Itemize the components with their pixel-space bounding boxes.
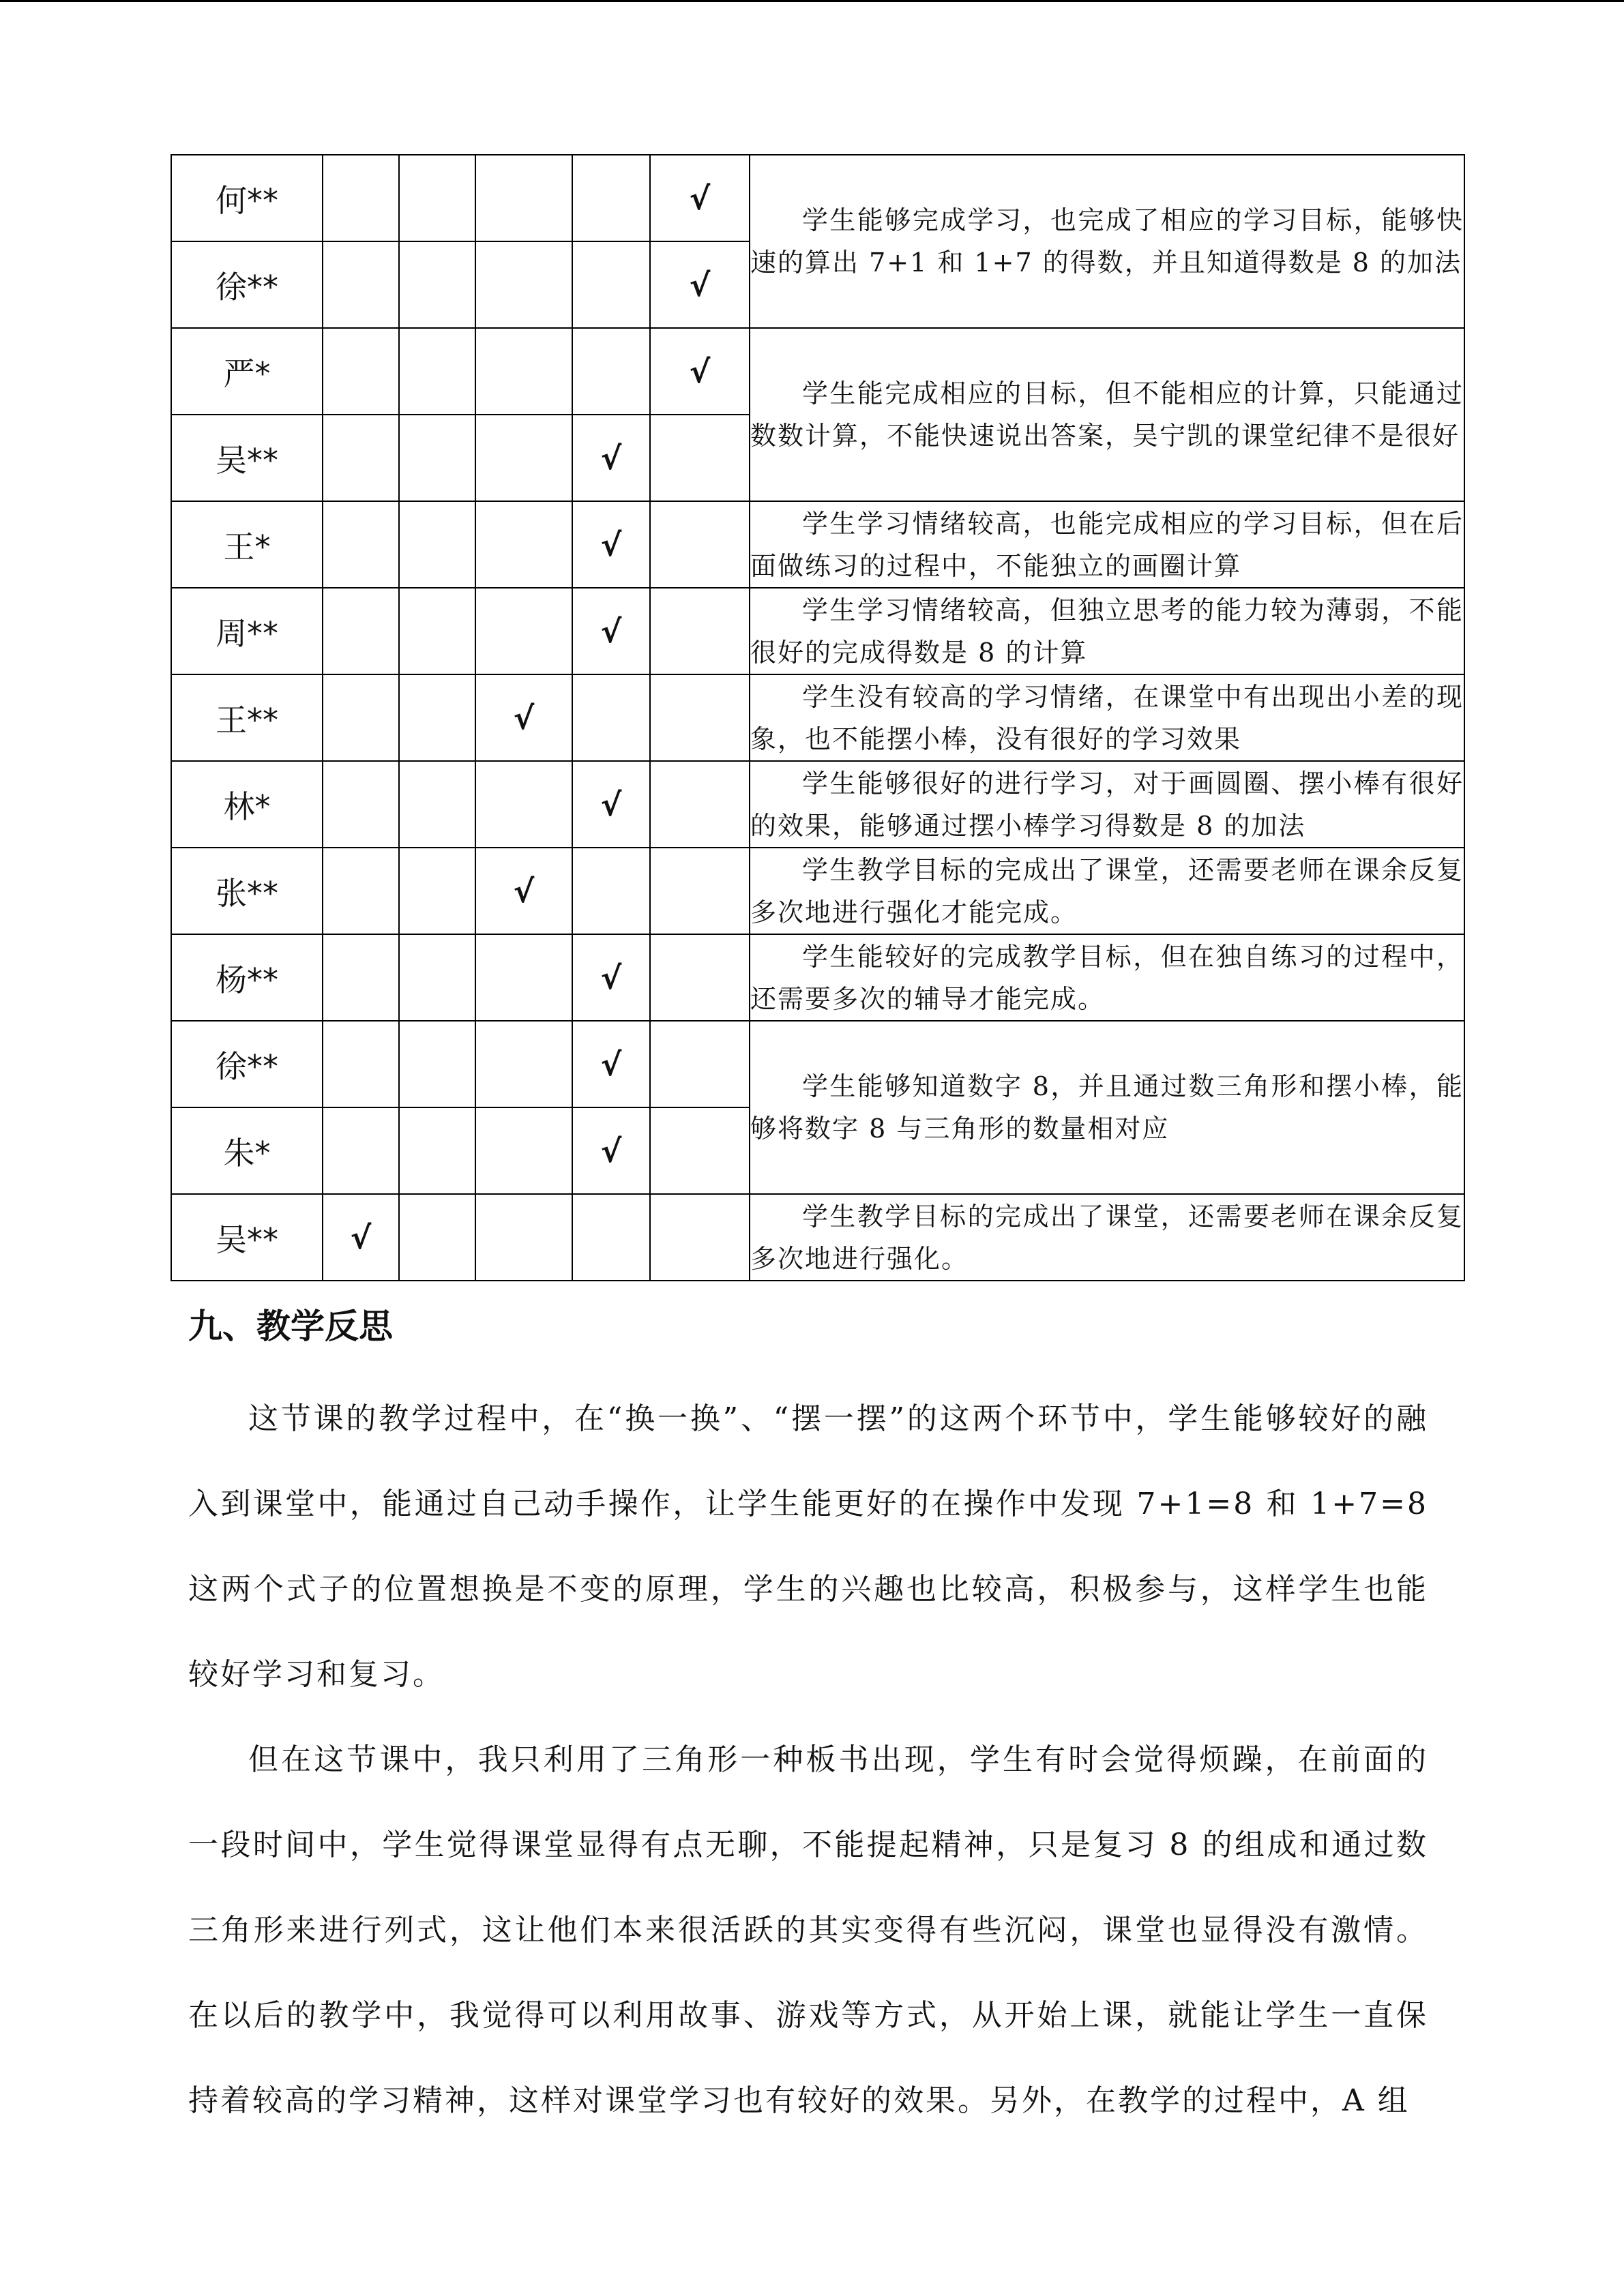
grade-mark-cell xyxy=(399,328,475,415)
grade-mark-cell xyxy=(399,1194,475,1281)
student-evaluation-table xyxy=(171,154,1465,1281)
grade-mark-cell xyxy=(572,328,650,415)
grade-mark-cell: √ xyxy=(572,415,650,501)
table-row xyxy=(171,674,1464,761)
table-row xyxy=(171,155,1464,241)
student-name-cell: 杨** xyxy=(171,934,323,1021)
grade-mark-cell xyxy=(475,1021,572,1107)
grade-mark-cell: √ xyxy=(572,1107,650,1194)
student-name-cell: 朱* xyxy=(171,1107,323,1194)
grade-mark-cell xyxy=(323,761,399,848)
grade-mark-cell xyxy=(475,934,572,1021)
teacher-comment-cell: 学生学习情绪较高，也能完成相应的学习目标，但在后面做练习的过程中，不能独立的画圈计算 xyxy=(750,501,1464,588)
grade-mark-cell xyxy=(650,1107,750,1194)
page-top-rule xyxy=(0,0,1624,2)
grade-mark-cell xyxy=(399,241,475,328)
student-name-cell: 吴** xyxy=(171,415,323,501)
teacher-comment-cell: 学生教学目标的完成出了课堂，还需要老师在课余反复多次地进行强化。 xyxy=(750,1194,1464,1281)
grade-mark-cell xyxy=(475,761,572,848)
grade-mark-cell xyxy=(323,934,399,1021)
student-name-cell: 何** xyxy=(171,155,323,241)
student-name-cell: 王** xyxy=(171,674,323,761)
reflection-paragraph: 但在这节课中，我只利用了三角形一种板书出现，学生有时会觉得烦躁，在前面的一段时间中，学生觉得课堂显得有点无聊，不能提起精神，只是复习 8 的组成和通过数三角形来进行列式，这让他们本来很活跃的其实变得有些沉闷，课堂也显得没有激情。在以后的教学中，我觉得可以利用故事、游戏等方式，从开始上课，就能让学生一直保持着较高的学习精神，这样对课堂学习也有较好的效果。另外，在教学的过程中，A 组 xyxy=(188,1742,1428,2118)
grade-mark-cell xyxy=(572,674,650,761)
evaluation-table-body xyxy=(171,155,1464,1281)
grade-mark-cell xyxy=(399,588,475,674)
grade-mark-cell xyxy=(475,1194,572,1281)
student-name-cell: 林* xyxy=(171,761,323,848)
grade-mark-cell xyxy=(323,501,399,588)
student-name-cell: 吴** xyxy=(171,1194,323,1281)
grade-mark-cell: √ xyxy=(650,328,750,415)
teacher-comment-cell: 学生教学目标的完成出了课堂，还需要老师在课余反复多次地进行强化才能完成。 xyxy=(750,848,1464,934)
table-row xyxy=(171,934,1464,1021)
reflection-paragraph: 这节课的教学过程中，在“换一换”、“摆一摆”的这两个环节中，学生能够较好的融入到课堂中，能通过自己动手操作，让学生能更好的在操作中发现 7+1=8 和 1+7=8 这两个式子的位置想换是不变的原理，学生的兴趣也比较高，积极参与，这样学生也能较好学习和复习。 xyxy=(188,1401,1428,1692)
table-row xyxy=(171,1194,1464,1281)
grade-mark-cell: √ xyxy=(475,848,572,934)
table-row xyxy=(171,1021,1464,1107)
grade-mark-cell xyxy=(650,588,750,674)
grade-mark-cell xyxy=(399,501,475,588)
table-row xyxy=(171,501,1464,588)
teacher-comment-cell: 学生能完成相应的目标，但不能相应的计算，只能通过数数计算，不能快速说出答案，吴宁凯的课堂纪律不是很好 xyxy=(750,328,1464,501)
grade-mark-cell xyxy=(399,1107,475,1194)
grade-mark-cell: √ xyxy=(572,761,650,848)
grade-mark-cell xyxy=(650,1194,750,1281)
grade-mark-cell xyxy=(399,761,475,848)
teacher-comment-cell: 学生学习情绪较高，但独立思考的能力较为薄弱，不能很好的完成得数是 8 的计算 xyxy=(750,588,1464,674)
grade-mark-cell xyxy=(399,1021,475,1107)
grade-mark-cell xyxy=(650,848,750,934)
grade-mark-cell xyxy=(323,674,399,761)
teacher-comment-cell: 学生能较好的完成教学目标，但在独自练习的过程中，还需要多次的辅导才能完成。 xyxy=(750,934,1464,1021)
teacher-comment-cell: 学生能够知道数字 8，并且通过数三角形和摆小棒，能够将数字 8 与三角形的数量相对应 xyxy=(750,1021,1464,1194)
grade-mark-cell xyxy=(323,415,399,501)
grade-mark-cell xyxy=(323,588,399,674)
grade-mark-cell: √ xyxy=(572,934,650,1021)
grade-mark-cell xyxy=(399,848,475,934)
student-name-cell: 徐** xyxy=(171,241,323,328)
student-name-cell: 严* xyxy=(171,328,323,415)
grade-mark-cell xyxy=(475,415,572,501)
grade-mark-cell xyxy=(475,501,572,588)
student-name-cell: 徐** xyxy=(171,1021,323,1107)
table-row xyxy=(171,848,1464,934)
grade-mark-cell xyxy=(399,674,475,761)
grade-mark-cell xyxy=(475,328,572,415)
grade-mark-cell xyxy=(475,241,572,328)
grade-mark-cell xyxy=(399,155,475,241)
grade-mark-cell xyxy=(572,1194,650,1281)
grade-mark-cell xyxy=(572,241,650,328)
teacher-comment-cell: 学生能够完成学习，也完成了相应的学习目标，能够快速的算出 7+1 和 1+7 的得数，并且知道得数是 8 的加法 xyxy=(750,155,1464,328)
grade-mark-cell xyxy=(323,155,399,241)
grade-mark-cell xyxy=(650,501,750,588)
grade-mark-cell xyxy=(572,155,650,241)
grade-mark-cell: √ xyxy=(572,501,650,588)
grade-mark-cell xyxy=(650,1021,750,1107)
table-row xyxy=(171,328,1464,415)
student-name-cell: 张** xyxy=(171,848,323,934)
grade-mark-cell xyxy=(572,848,650,934)
teacher-comment-cell: 学生没有较高的学习情绪，在课堂中有出现出小差的现象，也不能摆小棒，没有很好的学习效果 xyxy=(750,674,1464,761)
grade-mark-cell xyxy=(650,934,750,1021)
table-row xyxy=(171,761,1464,848)
grade-mark-cell xyxy=(650,674,750,761)
grade-mark-cell xyxy=(399,415,475,501)
grade-mark-cell xyxy=(475,1107,572,1194)
section-heading: 九、教学反思 xyxy=(188,1307,393,1346)
grade-mark-cell xyxy=(323,328,399,415)
grade-mark-cell: √ xyxy=(650,241,750,328)
teacher-comment-cell: 学生能够很好的进行学习，对于画圆圈、摆小棒有很好的效果，能够通过摆小棒学习得数是 8 的加法 xyxy=(750,761,1464,848)
grade-mark-cell xyxy=(399,934,475,1021)
grade-mark-cell xyxy=(650,415,750,501)
grade-mark-cell: √ xyxy=(650,155,750,241)
grade-mark-cell xyxy=(475,155,572,241)
grade-mark-cell xyxy=(323,1107,399,1194)
grade-mark-cell: √ xyxy=(323,1194,399,1281)
grade-mark-cell xyxy=(323,1021,399,1107)
student-name-cell: 周** xyxy=(171,588,323,674)
grade-mark-cell xyxy=(650,761,750,848)
grade-mark-cell xyxy=(323,848,399,934)
table-row xyxy=(171,588,1464,674)
reflection-body xyxy=(188,1376,1428,2143)
grade-mark-cell: √ xyxy=(572,1021,650,1107)
student-name-cell: 王* xyxy=(171,501,323,588)
grade-mark-cell: √ xyxy=(572,588,650,674)
grade-mark-cell: √ xyxy=(475,674,572,761)
grade-mark-cell xyxy=(323,241,399,328)
grade-mark-cell xyxy=(475,588,572,674)
